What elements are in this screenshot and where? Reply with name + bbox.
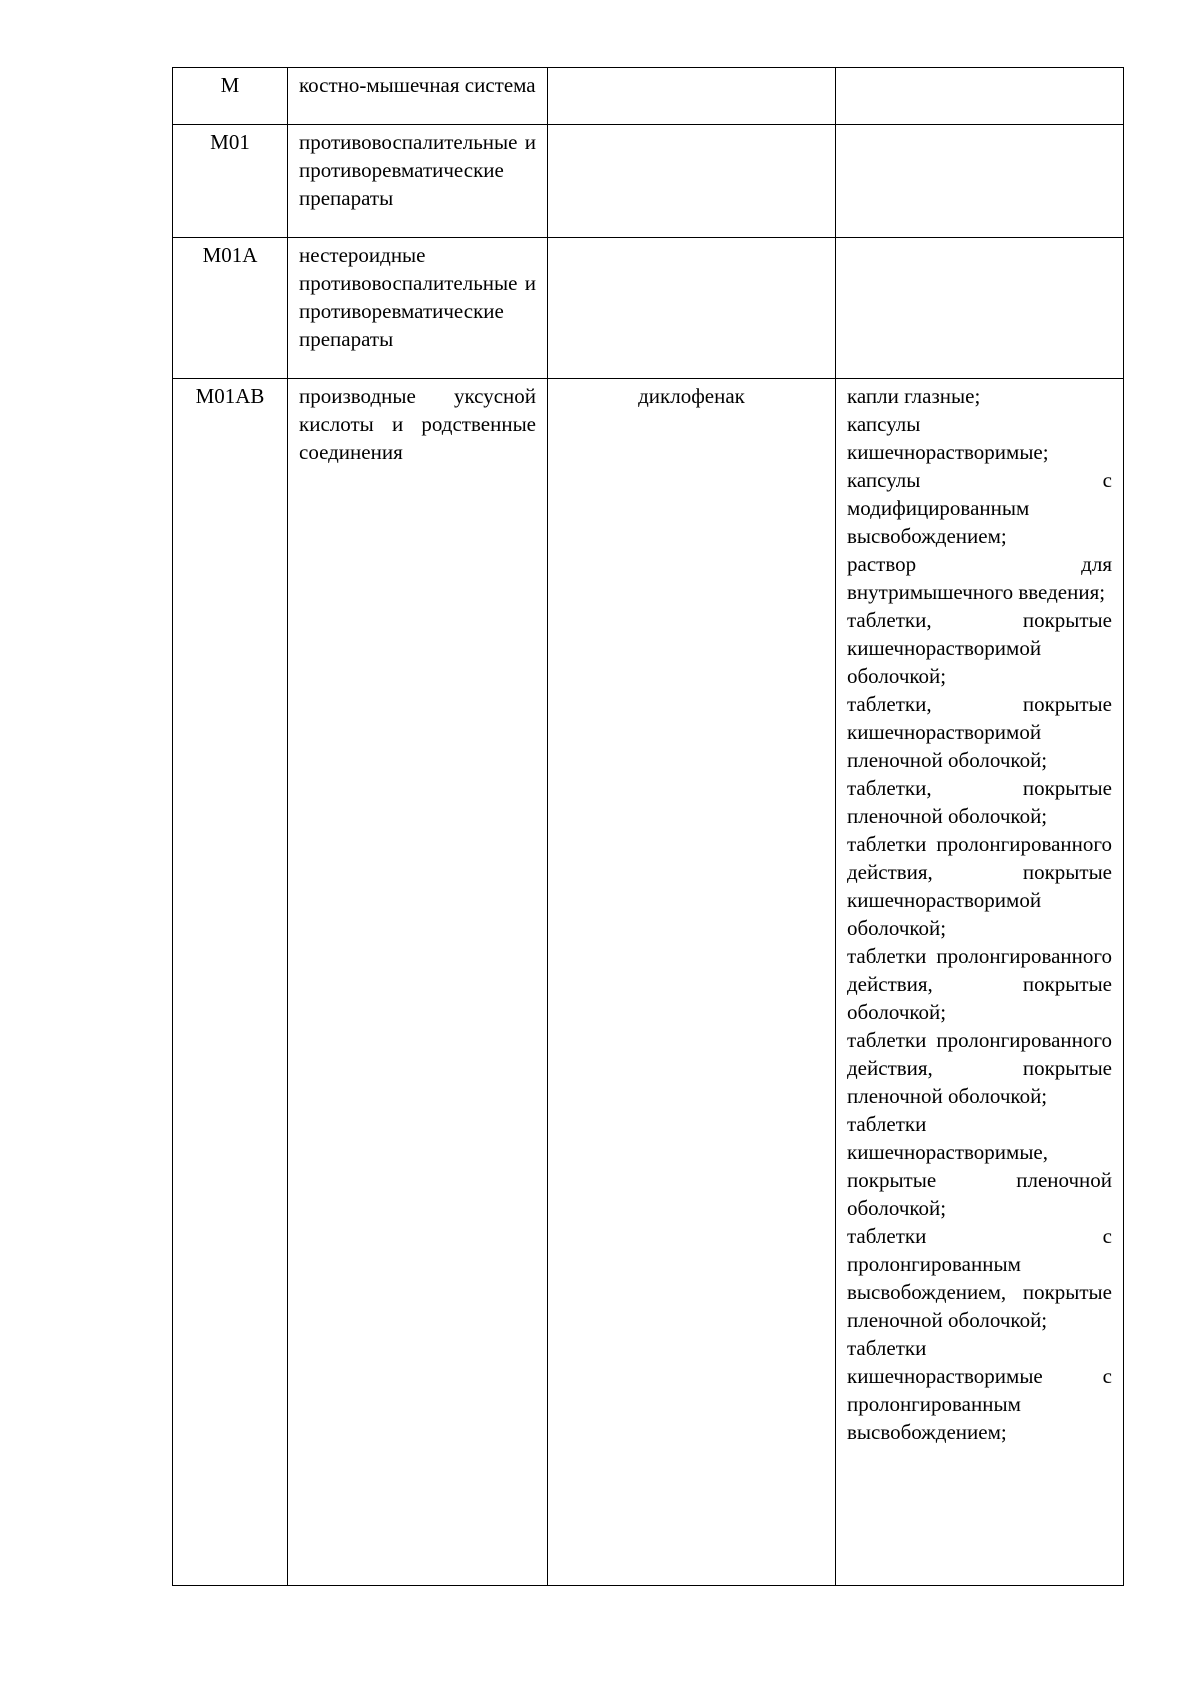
dosage-form-item: таблетки кишечнорастворимые с пролонгированным высвобождением; xyxy=(847,1336,1112,1444)
group-text: противовоспалительные и противоревматические препараты xyxy=(299,130,536,210)
drug-name-cell xyxy=(548,68,836,125)
atc-code-cell: M xyxy=(173,68,288,125)
drug-table xyxy=(172,67,1124,1586)
dosage-forms-cell xyxy=(836,68,1124,125)
table-row xyxy=(173,125,1124,238)
atc-code-cell: M01AB xyxy=(173,379,288,1586)
group-cell xyxy=(288,379,548,1586)
atc-code-cell: M01 xyxy=(173,125,288,238)
table-row xyxy=(173,379,1124,1586)
dosage-form-item: таблетки пролонгированного действия, покрытые оболочкой; xyxy=(847,944,1112,1024)
drug-name-cell xyxy=(548,238,836,379)
dosage-form-item: таблетки с пролонгированным высвобождением, покрытые пленочной оболочкой; xyxy=(847,1224,1112,1332)
dosage-form-item: капли глазные; xyxy=(847,384,981,408)
group-cell xyxy=(288,125,548,238)
dosage-forms-cell xyxy=(836,379,1124,1586)
dosage-forms-cell xyxy=(836,125,1124,238)
group-cell xyxy=(288,238,548,379)
table-row xyxy=(173,68,1124,125)
group-text: нестероидные противовоспалительные и противоревматические препараты xyxy=(299,243,536,351)
group-text: костно-мышечная система xyxy=(299,73,536,97)
table-row xyxy=(173,238,1124,379)
dosage-forms-cell xyxy=(836,238,1124,379)
dosage-form-item: раствор для внутримышечного введения; xyxy=(847,552,1112,604)
dosage-form-item: таблетки, покрытые кишечнорастворимой пленочной оболочкой; xyxy=(847,692,1112,772)
dosage-form-item: таблетки, покрытые кишечнорастворимой оболочкой; xyxy=(847,608,1112,688)
group-cell xyxy=(288,68,548,125)
dosage-form-item: таблетки пролонгированного действия, покрытые кишечнорастворимой оболочкой; xyxy=(847,832,1112,940)
atc-code-cell: M01A xyxy=(173,238,288,379)
dosage-form-item: таблетки кишечнорастворимые, покрытые пленочной оболочкой; xyxy=(847,1112,1112,1220)
drug-name-cell xyxy=(548,125,836,238)
dosage-form-item: капсулы с модифицированным высвобождением; xyxy=(847,468,1112,548)
group-text: производные уксусной кислоты и родственные соединения xyxy=(299,384,536,464)
dosage-form-item: капсулы кишечнорастворимые; xyxy=(847,412,1049,464)
dosage-form-item: таблетки, покрытые пленочной оболочкой; xyxy=(847,776,1112,828)
drug-name-cell: диклофенак xyxy=(548,379,836,1586)
dosage-form-item: таблетки пролонгированного действия, покрытые пленочной оболочкой; xyxy=(847,1028,1112,1108)
